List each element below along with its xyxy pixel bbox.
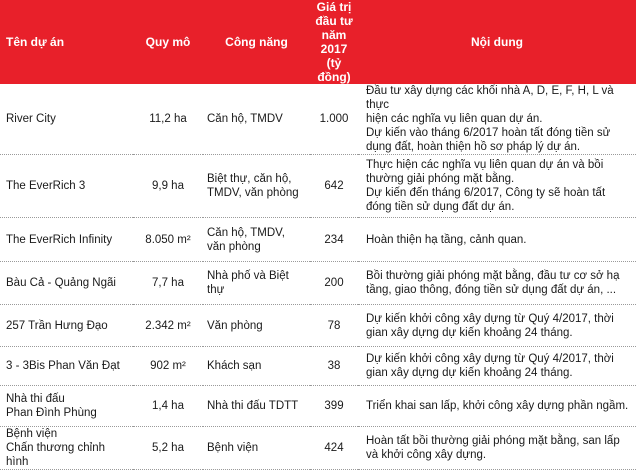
header-value: [310, 0, 358, 84]
cell-name: [0, 305, 133, 347]
cell-scale: 2.342 m²: [133, 305, 203, 347]
name-line: 3 - 3Bis Phan Văn Đạt: [6, 360, 120, 372]
function-line: Căn hộ, TMDV,: [207, 226, 285, 239]
cell-name: [0, 427, 133, 470]
name-line: The EverRich Infinity: [6, 233, 113, 246]
content-line: Đầu tư xây dựng các khối nhà A, D, E, F, H, L và thực: [366, 85, 614, 111]
cell-name: [0, 386, 133, 427]
cell-function: [203, 305, 310, 347]
function-line: Khách sạn: [207, 360, 262, 372]
cell-function: [203, 427, 310, 470]
cell-scale: 9,9 ha: [133, 155, 203, 218]
cell-name: [0, 218, 133, 262]
cell-value: 234: [310, 218, 358, 262]
content-line: và khởi công xây dựng.: [366, 449, 487, 461]
header-value-line2: năm 2017: [320, 28, 348, 56]
cell-function: [203, 218, 310, 262]
name-line: Chấn thương chỉnh hình: [6, 442, 105, 468]
cell-function: [203, 347, 310, 386]
function-line: TMDV, văn phòng: [207, 187, 299, 199]
cell-value: 78: [310, 305, 358, 347]
table-row: [0, 427, 636, 470]
name-line: The EverRich 3: [6, 180, 86, 192]
content-line: Hoàn thiện hạ tầng, cảnh quan.: [366, 233, 527, 246]
name-line: Bàu Cả - Quảng Ngãi: [6, 277, 116, 289]
cell-value: 642: [310, 155, 358, 218]
cell-scale: 902 m²: [133, 347, 203, 386]
function-line: Căn hộ, TMDV: [207, 113, 283, 125]
content-line: Thực hiện các nghĩa vụ liên quan dự án và bồi: [366, 159, 604, 171]
name-line: 257 Trần Hưng Đạo: [6, 319, 108, 332]
content-line: Dự kiến đến tháng 6/2017, Công ty sẽ hoàn tất: [366, 187, 606, 199]
content-line: Bồi thường giải phóng mặt bằng, đầu tư cơ sở hạ: [366, 270, 620, 282]
table-row: [0, 386, 636, 427]
header-scale: Quy mô: [133, 0, 203, 84]
cell-value: 38: [310, 347, 358, 386]
cell-content: [358, 218, 636, 262]
cell-value: 399: [310, 386, 358, 427]
cell-value: 424: [310, 427, 358, 470]
table-row: [0, 218, 636, 262]
name-line: Bệnh viện: [6, 428, 58, 440]
content-line: gian xây dựng dự kiến khoảng 24 tháng.: [366, 367, 573, 379]
cell-scale: 11,2 ha: [133, 84, 203, 155]
cell-content: [358, 427, 636, 470]
cell-function: [203, 84, 310, 155]
cell-name: [0, 84, 133, 155]
cell-value: 200: [310, 262, 358, 305]
content-line: hiện các nghĩa vụ liên quan dự án.: [366, 113, 543, 125]
cell-scale: 8.050 m²: [133, 218, 203, 262]
cell-content: [358, 262, 636, 305]
cell-name: [0, 347, 133, 386]
header-value-line1: Giá trị đầu tư: [315, 0, 353, 28]
function-line: Nhà thi đấu TDTT: [207, 400, 299, 412]
function-line: Văn phòng: [207, 319, 263, 332]
function-line: Biệt thự, căn hộ,: [207, 173, 292, 185]
cell-scale: 1,4 ha: [133, 386, 203, 427]
header-function: Công năng: [203, 0, 310, 84]
content-line: tầng, giao thông, đóng tiền sử dụng đất dự án, ...: [366, 284, 617, 296]
header-name: Tên dự án: [0, 0, 133, 84]
table-row: [0, 262, 636, 305]
header-value-line3: (tỷ đồng): [317, 56, 351, 84]
content-line: Triển khai san lấp, khởi công xây dựng phần ngầm.: [366, 400, 629, 412]
cell-function: [203, 262, 310, 305]
content-line: Hoàn tất bồi thường giải phóng mặt bằng, san lấp: [366, 435, 620, 447]
name-line: Phan Đình Phùng: [6, 407, 97, 419]
content-line: dụng đất, hoàn thiện hồ sơ pháp lý dự án.: [366, 141, 581, 153]
content-line: Dự kiến vào tháng 6/2017 hoàn tất đóng tiền sử: [366, 127, 611, 139]
table-row: [0, 305, 636, 347]
cell-scale: 5,2 ha: [133, 427, 203, 470]
cell-name: [0, 262, 133, 305]
function-line: Bệnh viện: [207, 442, 259, 454]
cell-content: [358, 386, 636, 427]
content-line: thường giải phóng mặt bằng.: [366, 173, 515, 185]
content-line: gian xây dựng dự kiến khoảng 24 tháng.: [366, 326, 573, 339]
cell-content: [358, 305, 636, 347]
name-line: Nhà thi đấu: [6, 393, 65, 405]
cell-name: [0, 155, 133, 218]
name-line: River City: [6, 113, 56, 125]
table-row: [0, 84, 636, 155]
cell-content: [358, 347, 636, 386]
cell-content: [358, 84, 636, 155]
content-line: đóng tiền sử dụng đất dự án.: [366, 201, 515, 213]
cell-function: [203, 155, 310, 218]
content-line: Dự kiến khởi công xây dựng từ Quý 4/2017, thời: [366, 312, 614, 325]
cell-function: [203, 386, 310, 427]
table-row: [0, 347, 636, 386]
cell-value: 1.000: [310, 84, 358, 155]
header-content: Nội dung: [358, 0, 636, 84]
table-row: [0, 155, 636, 218]
cell-content: [358, 155, 636, 218]
function-line: Nhà phố và Biệt thự: [207, 270, 289, 296]
cell-scale: 7,7 ha: [133, 262, 203, 305]
content-line: Dự kiến khởi công xây dựng từ Quý 4/2017, thời: [366, 353, 614, 365]
function-line: văn phòng: [207, 240, 261, 253]
table-header: [0, 0, 636, 84]
